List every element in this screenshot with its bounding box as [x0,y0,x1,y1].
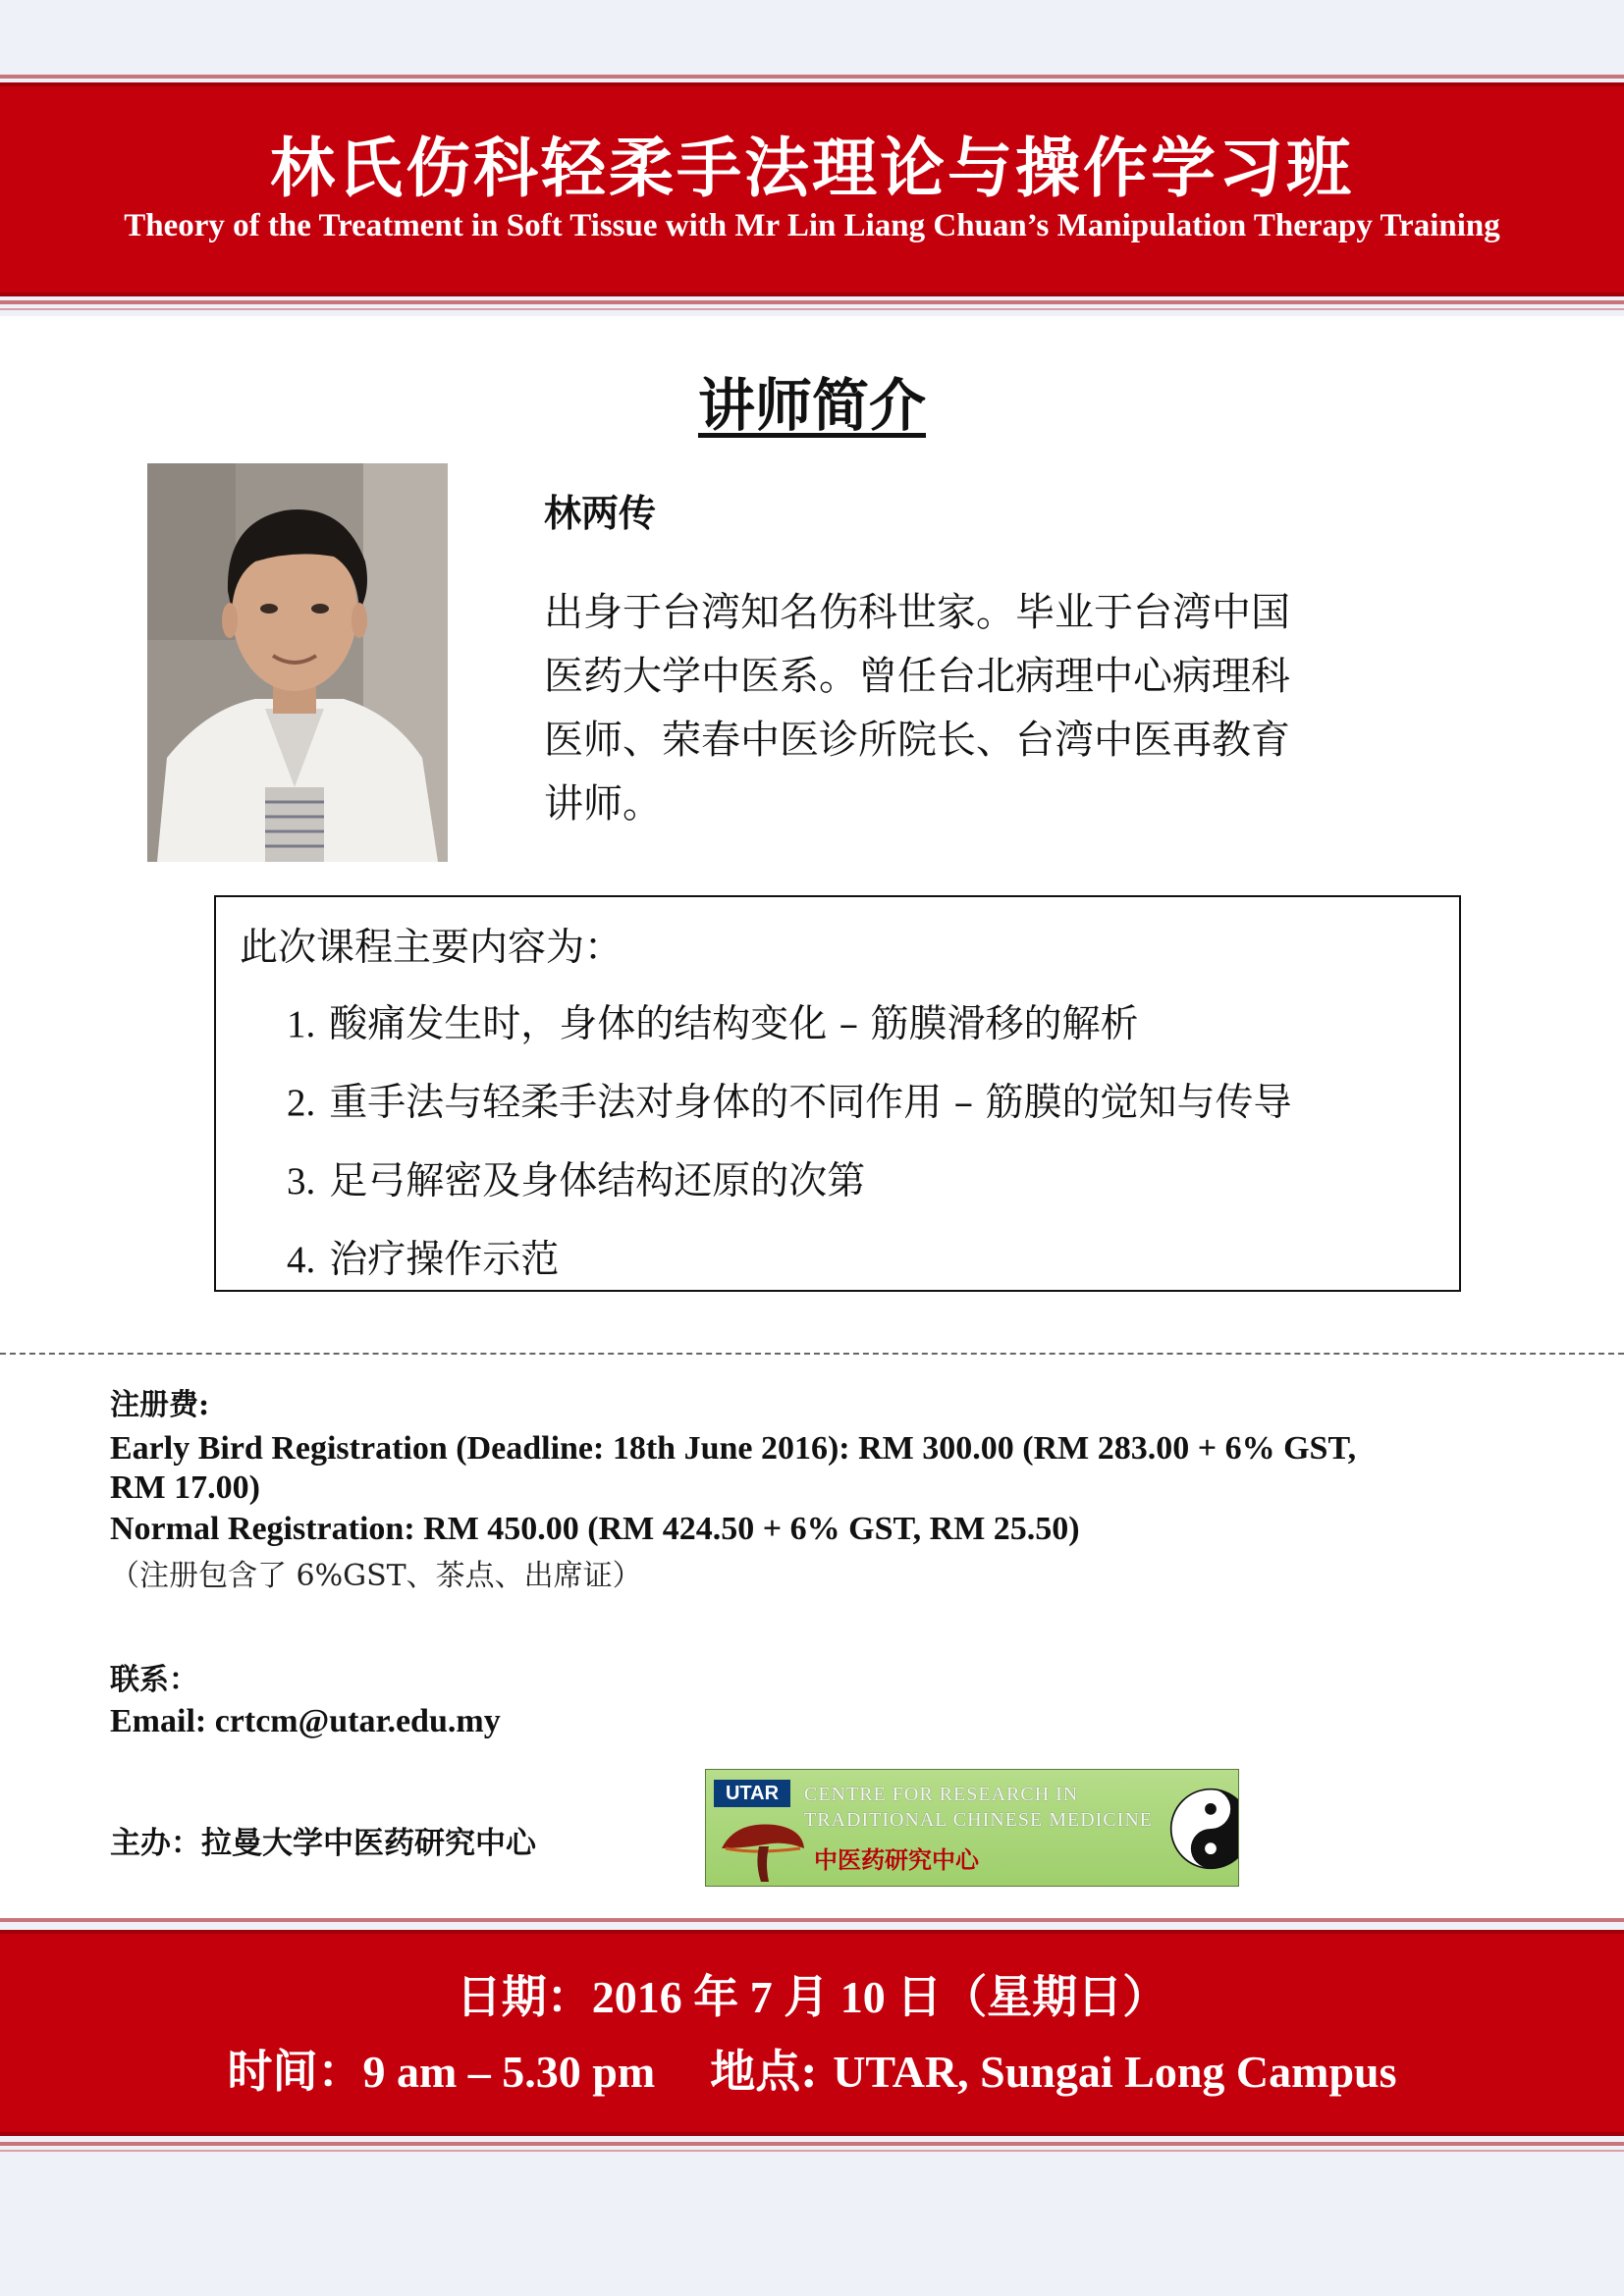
bio-line: 出身于台湾知名伤科世家。毕业于台湾中国 [544,590,1290,635]
event-time-venue [0,2036,1624,2101]
course-item-number: 3. [287,1160,316,1202]
course-item-4 [287,1229,1292,1308]
course-item-number: 1. [287,1003,316,1045]
date-label: 日期： [456,1970,592,2023]
course-item-number: 4. [287,1239,316,1281]
top-accent-line-lower [0,300,1624,304]
logo-line-1: CENTRE FOR RESEARCH IN [804,1784,1079,1805]
normal-registration: Normal Registration: RM 450.00 (RM 424.50 + 6% GST, RM 25.50) [110,1511,1080,1547]
course-item-text: 足弓解密及身体结构还原的次第 [329,1159,866,1203]
bio-line: 讲师。 [544,781,662,827]
yin-yang-icon [1169,1788,1239,1870]
top-accent-thin-line [0,308,1624,310]
course-intro: 此次课程主要内容为： [240,926,623,970]
registration-note: （注册包含了 6%GST、茶点、出席证） [110,1559,642,1593]
logo-line-2: TRADITIONAL CHINESE MEDICINE [804,1809,1153,1831]
contact-email[interactable]: Email: crtcm@utar.edu.my [110,1703,501,1739]
early-bird-line-1: Early Bird Registration (Deadline: 18th June 2016): RM 300.00 (RM 283.00 + 6% GST, [110,1430,1357,1467]
logo-chinese-text: 中医药研究中心 [814,1845,979,1874]
organizer-text: 主办：拉曼大学中医药研究中心 [110,1826,536,1861]
lingzhi-mushroom-icon [716,1815,808,1884]
course-content-box [214,895,1461,1292]
lecturer-bio [544,581,1408,836]
venue-label: 地点: [710,2045,834,2098]
course-item-text: 治疗操作示范 [329,1238,560,1282]
bio-line: 医师、荣春中医诊所院长、台湾中医再教育 [544,718,1290,763]
course-list [287,993,1292,1308]
contact-label: 联系： [110,1663,198,1697]
event-date [0,1961,1624,2026]
bio-line: 医药大学中医系。曾任台北病理中心病理科 [544,654,1290,699]
registration-label: 注册费: [110,1388,210,1422]
course-item-1 [287,993,1292,1072]
crtcm-logo [705,1769,1239,1887]
registration-section [110,1380,1356,1594]
course-item-text: 酸痛发生时，身体的结构变化 – 筋膜滑移的解析 [329,1002,1139,1046]
title-chinese: 林氏伤科轻柔手法理论与操作学习班 [270,130,1354,206]
top-accent-line [0,75,1624,79]
contact-section [110,1655,501,1741]
time-value: 9 am – 5.30 pm [362,2047,656,2097]
lecturer-photo [147,463,448,862]
title-english: Theory of the Treatment in Soft Tissue with Mr Lin Liang Chuan’s Manipulation Therapy Training [124,208,1500,243]
course-item-2 [287,1072,1292,1150]
venue-value: UTAR, Sungai Long Campus [833,2047,1397,2097]
date-value: 2016 年 7 月 10 日（星期日） [591,1972,1168,2022]
utar-badge: UTAR [714,1780,790,1807]
course-item-text: 重手法与轻柔手法对身体的不同作用 – 筋膜的觉知与传导 [329,1081,1292,1125]
course-item-number: 2. [287,1082,316,1124]
dashed-divider [0,1353,1624,1355]
organizer-section [110,1818,536,1862]
bottom-accent-thin-line [0,2150,1624,2152]
bottom-accent-line-lower [0,2142,1624,2146]
lecturer-name: 林两传 [544,491,657,535]
course-item-3 [287,1150,1292,1229]
time-label: 时间： [227,2045,363,2098]
bottom-accent-line [0,1918,1624,1922]
lecturer-section-title: 讲师简介 [697,372,926,439]
early-bird-line-2: RM 17.00) [110,1469,260,1506]
